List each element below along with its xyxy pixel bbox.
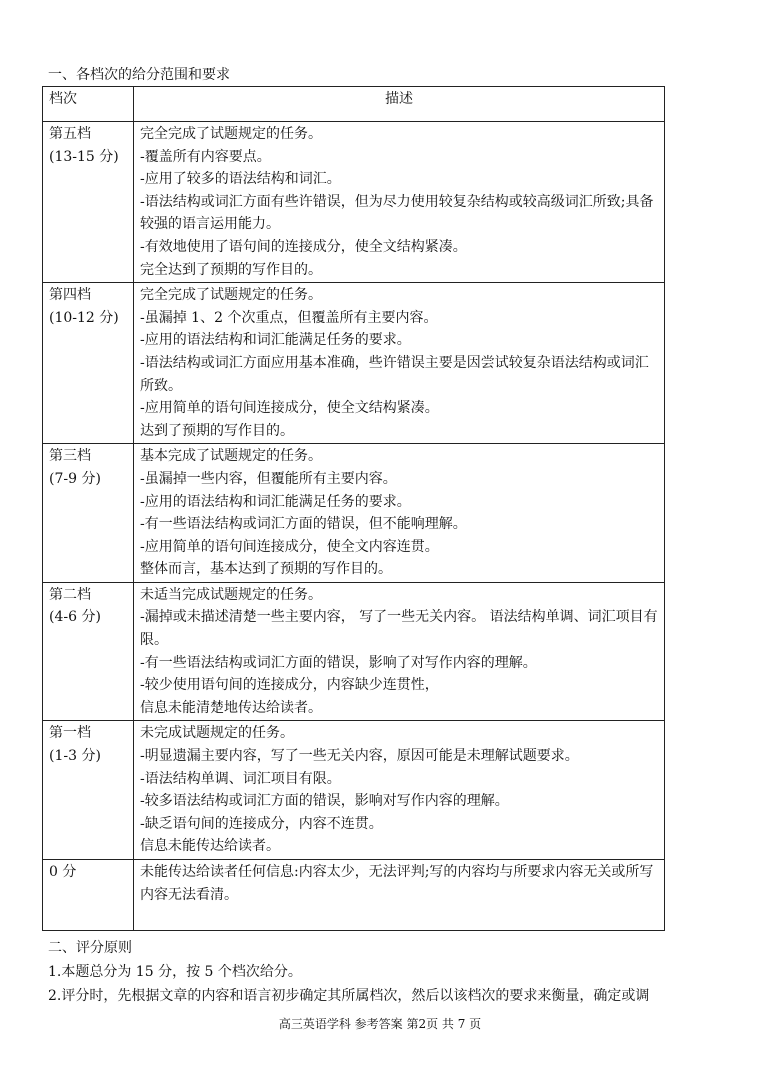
section-2-title: 二、评分原则 (48, 940, 132, 956)
description-line: -较多语法结构或词汇方面的错误，影响对写作内容的理解。 (140, 793, 509, 810)
level-name: 第一档 (49, 725, 91, 742)
description-line: 达到了预期的写作目的。 (140, 422, 294, 439)
description-line: -语法结构单调、词汇项目有限。 (140, 770, 341, 787)
description-line: 基本完成了试题规定的任务。 (140, 448, 322, 465)
description-line: -语法结构或词汇方面有些许错误，但为尽力使用较复杂结构或较高级词汇所致;具备较强的语言运用能力。 (140, 193, 654, 233)
principle-2: 2.评分时，先根据文章的内容和语言初步确定其所属档次，然后以该档次的要求来衡量，确定或调 (48, 988, 650, 1004)
level-name: 第三档 (49, 448, 91, 465)
header-description: 描述 (134, 87, 665, 122)
description-line: -虽漏掉一些内容，但覆能所有主要内容。 (140, 470, 397, 487)
section-1-title: 一、各档次的给分范围和要求 (48, 67, 230, 83)
description-line: -缺乏语句间的连接成分，内容不连贯。 (140, 815, 383, 832)
level-cell (43, 582, 134, 721)
level-cell (43, 283, 134, 444)
description-line: 完全完成了试题规定的任务。 (140, 126, 322, 142)
table-row (43, 582, 665, 721)
description-line: -应用的语法结构和词汇能满足任务的要求。 (140, 493, 411, 510)
level-name: 0 分 (49, 864, 77, 880)
level-range: (13-15 分) (49, 148, 119, 165)
description-line: 未能传达给读者任何信息:内容太少，无法评判;写的内容均与所要求内容无关或所写内容无法看清。 (140, 864, 654, 903)
description-line: -虽漏掉 1、2 个次重点，但覆盖所有主要内容。 (140, 309, 438, 326)
table-row (43, 860, 665, 931)
table-row (43, 122, 665, 283)
description-line: 信息未能清楚地传达给读者。 (140, 699, 322, 716)
description-line: 未适当完成试题规定的任务。 (140, 586, 322, 603)
level-name: 第五档 (49, 126, 91, 142)
principle-1: 1.本题总分为 15 分，按 5 个档次给分。 (48, 964, 302, 980)
description-line: -应用简单的语句间连接成分，使全文结构紧凑。 (140, 400, 439, 417)
header-level: 档次 (43, 87, 134, 122)
level-range: (1-3 分) (49, 748, 101, 765)
description-line: -覆盖所有内容要点。 (140, 148, 271, 165)
description-line: 信息未能传达给读者。 (140, 838, 280, 855)
description-line: -应用了较多的语法结构和词汇。 (140, 171, 341, 188)
table-row (43, 283, 665, 444)
description-line: 完全完成了试题规定的任务。 (140, 287, 322, 304)
description-line: -较少使用语句间的连接成分，内容缺少连贯性， (140, 677, 439, 694)
level-range: (7-9 分) (49, 470, 101, 487)
scoring-rubric-table (42, 86, 665, 931)
level-cell (43, 860, 134, 931)
table-row (43, 721, 665, 860)
description-line: -语法结构或词汇方面应用基本准确，些许错误主要是因尝试较复杂语法结构或词汇所致。 (140, 354, 649, 394)
level-name: 第二档 (49, 586, 91, 603)
table-row (43, 444, 665, 583)
table-header-row (43, 87, 665, 122)
description-line: -有一些语法结构或词汇方面的错误，影响了对写作内容的理解。 (140, 654, 537, 671)
description-line: -有效地使用了语句间的连接成分，使全文结构紧凑。 (140, 238, 467, 255)
description-line: -应用简单的语句间连接成分，使全文内容连贯。 (140, 538, 439, 555)
level-range: (10-12 分) (49, 309, 119, 326)
level-range: (4-6 分) (49, 609, 101, 626)
page-footer: 高三英语学科 参考答案 第2页 共 7 页 (278, 1017, 482, 1031)
description-line: -明显遗漏主要内容，写了一些无关内容，原因可能是未理解试题要求。 (140, 748, 579, 765)
level-name: 第四档 (49, 287, 91, 304)
description-line: -漏掉或未描述清楚一些主要内容， 写了一些无关内容。 语法结构单调、词汇项目有限。 (140, 609, 658, 649)
level-cell (43, 122, 134, 283)
level-cell (43, 444, 134, 583)
level-cell (43, 721, 134, 860)
description-line: -应用的语法结构和词汇能满足任务的要求。 (140, 332, 411, 349)
description-cell (134, 721, 665, 860)
description-line: 完全达到了预期的写作目的。 (140, 261, 322, 278)
description-cell (134, 444, 665, 583)
description-line: 整体而言，基本达到了预期的写作目的。 (140, 561, 392, 578)
description-cell (134, 283, 665, 444)
description-cell (134, 860, 665, 931)
description-line: 未完成试题规定的任务。 (140, 725, 294, 742)
description-cell (134, 122, 665, 283)
description-cell (134, 582, 665, 721)
description-line: -有一些语法结构或词汇方面的错误，但不能响理解。 (140, 516, 467, 533)
